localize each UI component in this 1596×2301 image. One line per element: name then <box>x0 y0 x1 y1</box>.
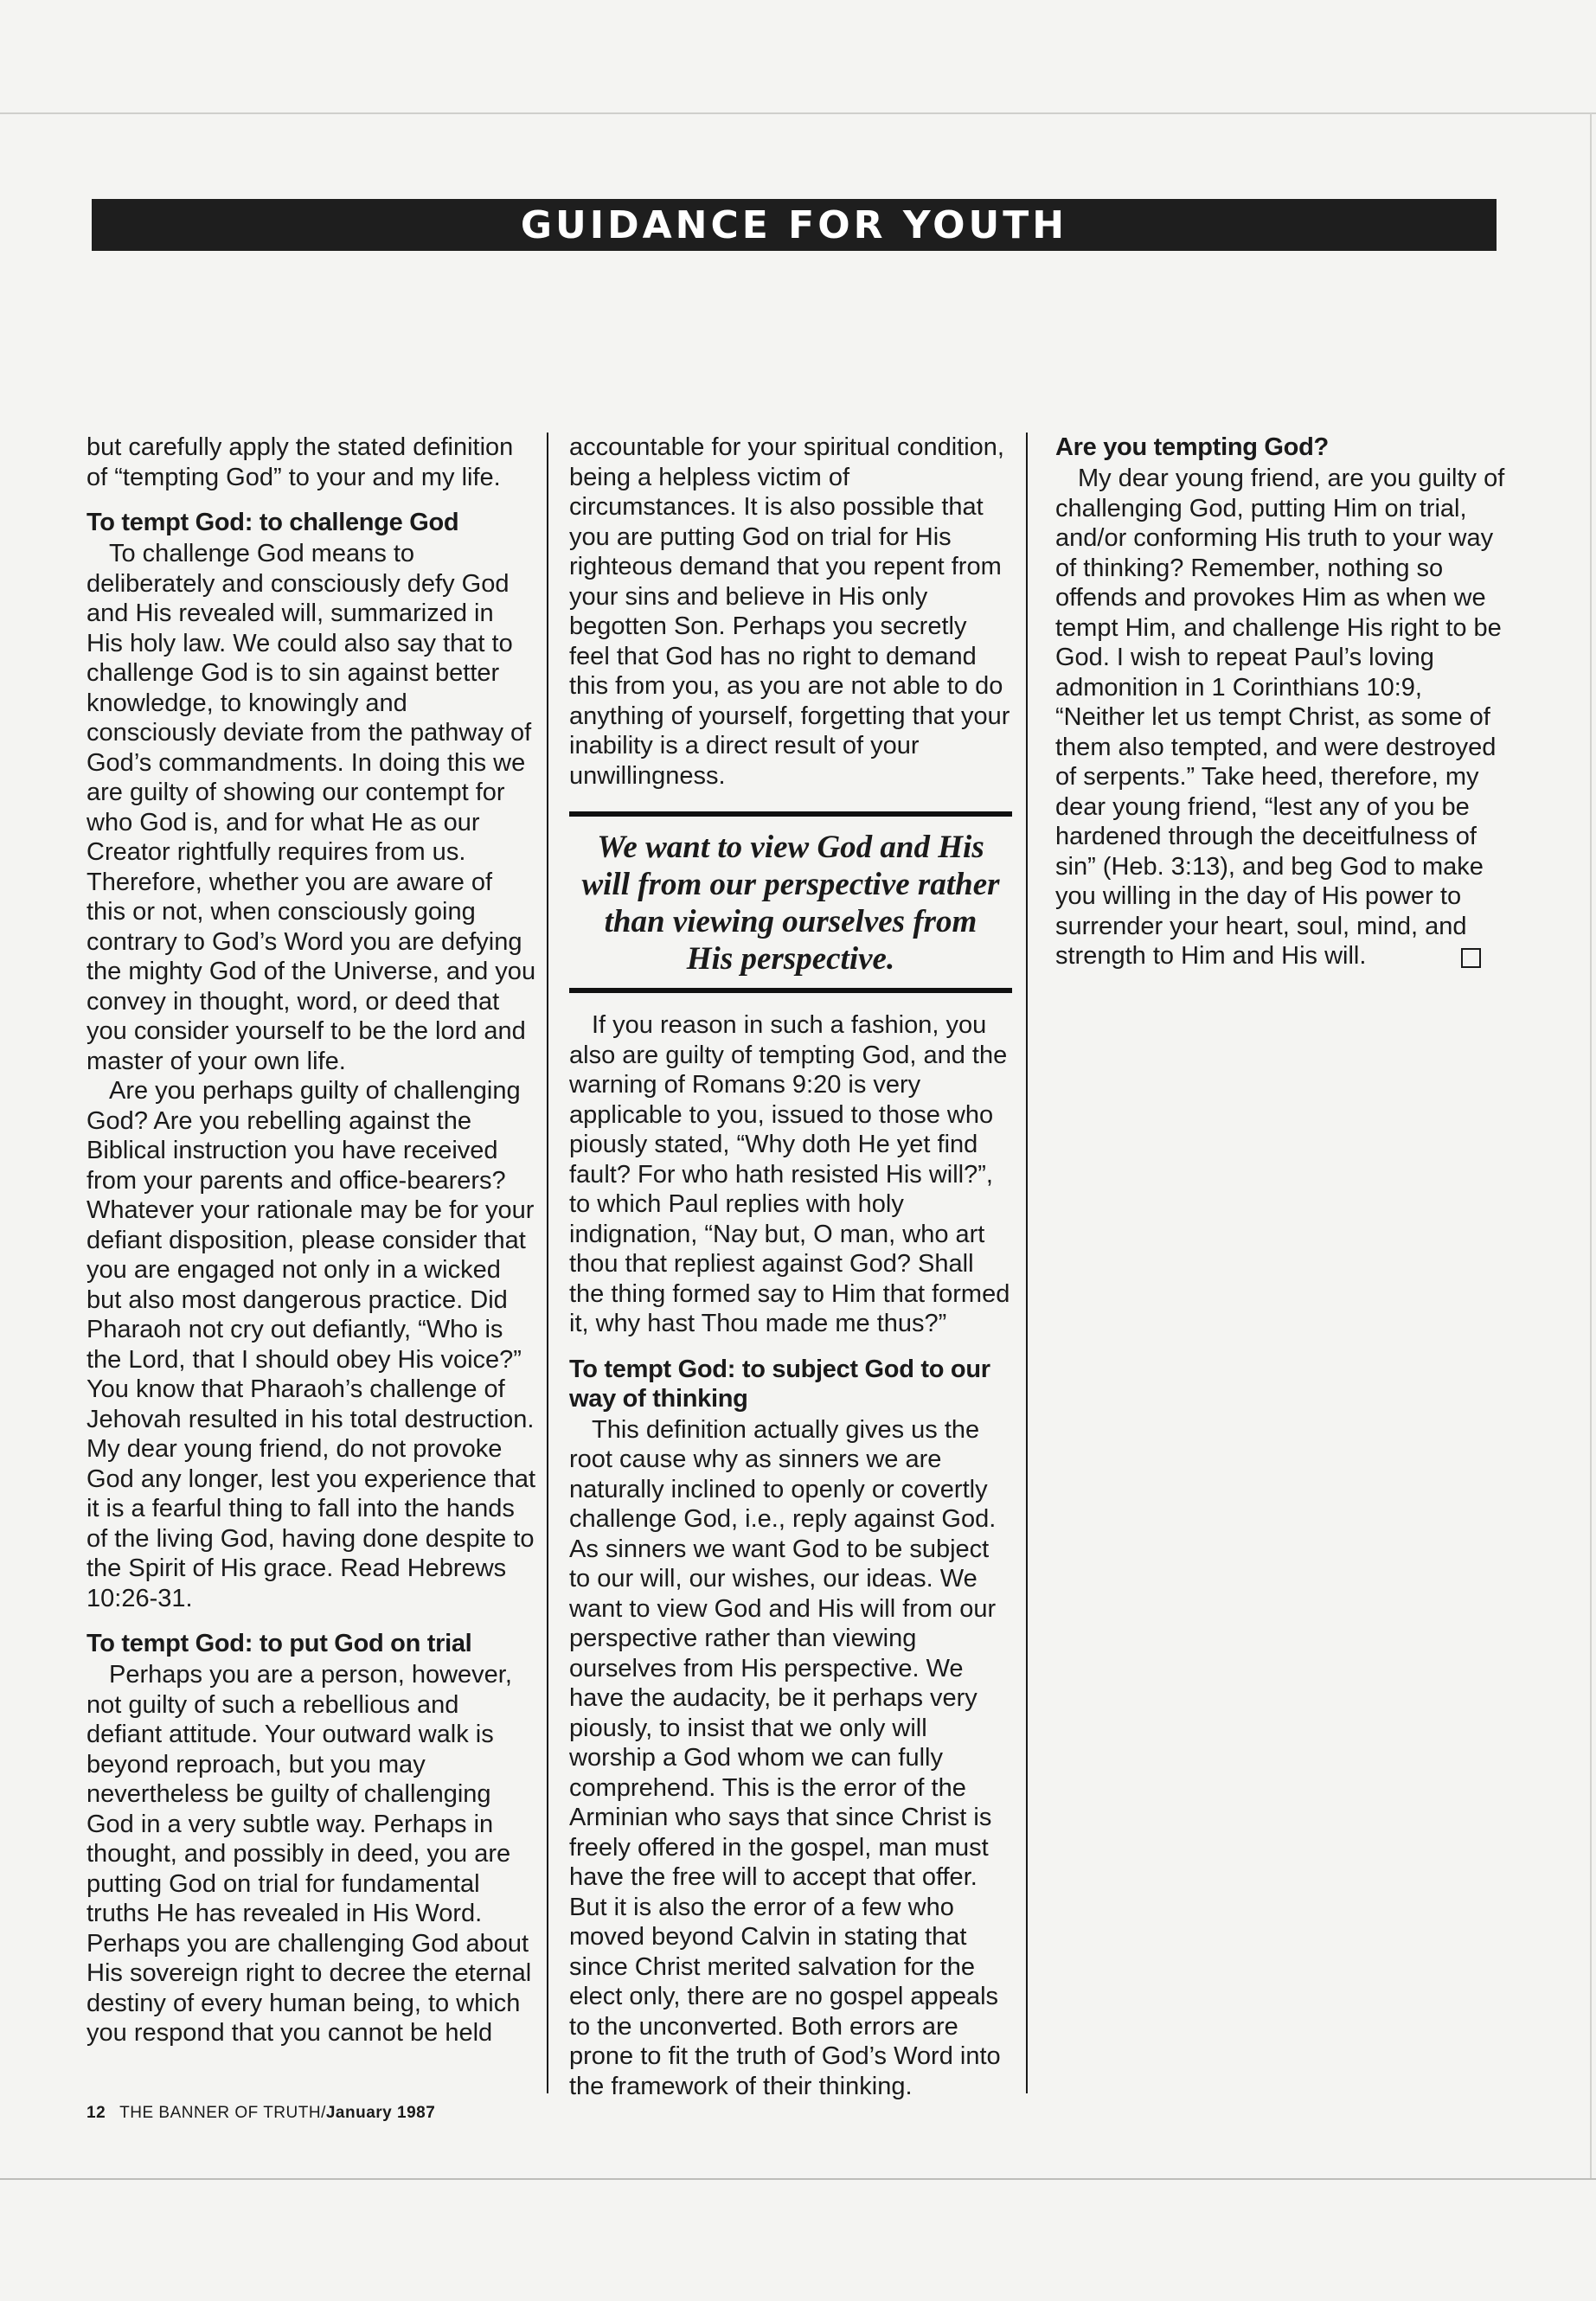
heading-are-you-tempting-god: Are you tempting God? <box>1055 433 1329 461</box>
column-2 <box>569 433 1012 2100</box>
publication-name: THE BANNER OF TRUTH/ <box>119 2104 326 2122</box>
pull-quote-bottom-rule <box>569 988 1012 993</box>
page-right-edge <box>1590 112 1592 2180</box>
pull-quote <box>569 811 1012 993</box>
paragraph: To challenge God means to deliberately and consciously defy God and His revealed will, summarized in His holy law. We could also say that to challenge God is to sin against better knowledge, to knowingly and consciously deviate from the pathway of God’s commandments. In doing this we are guilty of showing our contempt for who God is, and for what He as our Creator rightfully requires from us. Therefore, whether you are aware of this or not, when consciously going contrary to God’s Word you are defying the mighty God of the Universe, and you convey in thought, word, or deed that you consider yourself to be the lord and master of your own life. <box>87 540 536 1075</box>
heading-put-god-on-trial: To tempt God: to put God on trial <box>87 1630 472 1657</box>
page-number: 12 <box>87 2104 106 2122</box>
paragraph: Perhaps you are a person, however, not guilty of such a rebellious and defiant attitude. Your outward walk is beyond reproach, but you may nevertheless be guilty of challenging God in a very subtle way. Perhaps in thought, and possibly in deed, you are putting God on trial for fundamental truths He has revealed in His Word. Perhaps you are challenging God about His sovereign right to decree the eternal destiny of every human being, to which you respond that you cannot be held <box>87 1661 532 2047</box>
pull-quote-text: We want to view God and His will from our perspective rather than viewing ourselves from His perspective. <box>581 830 1000 977</box>
page-footer <box>87 2104 435 2123</box>
closing-paragraph-text: My dear young friend, are you guilty of challenging God, putting Him on trial, and/or conforming His truth to your way of thinking? Remember, nothing so offends and provokes Him as when we tempt Him, and challenge His right to be God. I wish to repeat Paul’s loving admonition in 1 Corinthians 10:9, “Neither let us tempt Christ, as some of them also tempted, and were destroyed of serpents.” Take heed, therefore, my dear young friend, “lest any of you be hardened through the deceitfulness of sin” (Heb. 3:13), and beg God to make you willing in the day of His power to surrender your heart, soul, mind, and strength to Him and His will. <box>1055 465 1505 970</box>
paragraph <box>1055 464 1505 971</box>
heading-subject-god: To tempt God: to subject God to our way of thinking <box>569 1355 990 1413</box>
page-bottom-edge <box>0 2178 1596 2180</box>
section-banner <box>92 199 1497 251</box>
paragraph: If you reason in such a fashion, you also are guilty of tempting God, and the warning of Romans 9:20 is very applicable to you, issued to those who piously stated, “Why doth He yet find fault? For who hath resisted His will?”, to which Paul replies with holy indignation, “Nay but, O man, who art thou that repliest against God? Shall the thing formed say to Him that formed it, why hast Thou made me thus?” <box>569 1011 1010 1337</box>
issue-date: January 1987 <box>325 2104 436 2122</box>
paragraph: accountable for your spiritual condition, being a helpless victim of circumstances. It is also possible that you are putting God on trial for His righteous demand that you repent from your sins and believe in His only begotten Son. Perhaps you secretly feel that God has no right to demand this from you, as you are not able to do anything of yourself, forgetting that your inability is a direct result of your unwillingness. <box>569 433 1010 790</box>
end-mark-icon <box>1461 948 1481 968</box>
banner-title: GUIDANCE FOR YOUTH <box>520 202 1068 247</box>
column-divider-1 <box>547 433 548 2093</box>
page-top-edge <box>0 112 1596 114</box>
heading-challenge-god: To tempt God: to challenge God <box>87 509 459 536</box>
paragraph: This definition actually gives us the root cause why as sinners we are naturally inclined to openly or covertly challenge God, i.e., reply against God. As sinners we want God to be subject to our will, our wishes, our ideas. We want to view God and His will from our perspective rather than viewing ourselves from His perspective. We have the audacity, be it perhaps very piously, to insist that we only will worship a God whom we can fully comprehend. This is the error of the Arminian who says that since Christ is freely offered in the gospel, man must have the free will to accept that offer. But it is also the error of a few who moved beyond Calvin in stating that since Christ merited salvation for the elect only, there are no gospel appeals to the unconverted. Both errors are prone to fit the truth of God’s Word into the framework of their thinking. <box>569 1415 1001 2100</box>
column-divider-2 <box>1026 433 1028 2093</box>
intro-paragraph: but carefully apply the stated definition of “tempting God” to your and my life. <box>87 433 514 491</box>
column-1 <box>87 433 536 2080</box>
paragraph: Are you perhaps guilty of challenging God? Are you rebelling against the Biblical instruction you have received from your parents and office-bearers? Whatever your rationale may be for your defiant disposition, please consider that you are engaged not only in a wicked but also most dangerous practice. Did Pharaoh not cry out defiantly, “Who is the Lord, that I should obey His voice?” You know that Pharaoh’s challenge of Jehovah resulted in his total destruction. My dear young friend, do not provoke God any longer, lest you experience that it is a fearful thing to fall into the hands of the living God, having done despite to the Spirit of His grace. Read Hebrews 10:26-31. <box>87 1077 536 1612</box>
column-3 <box>1055 433 1505 971</box>
